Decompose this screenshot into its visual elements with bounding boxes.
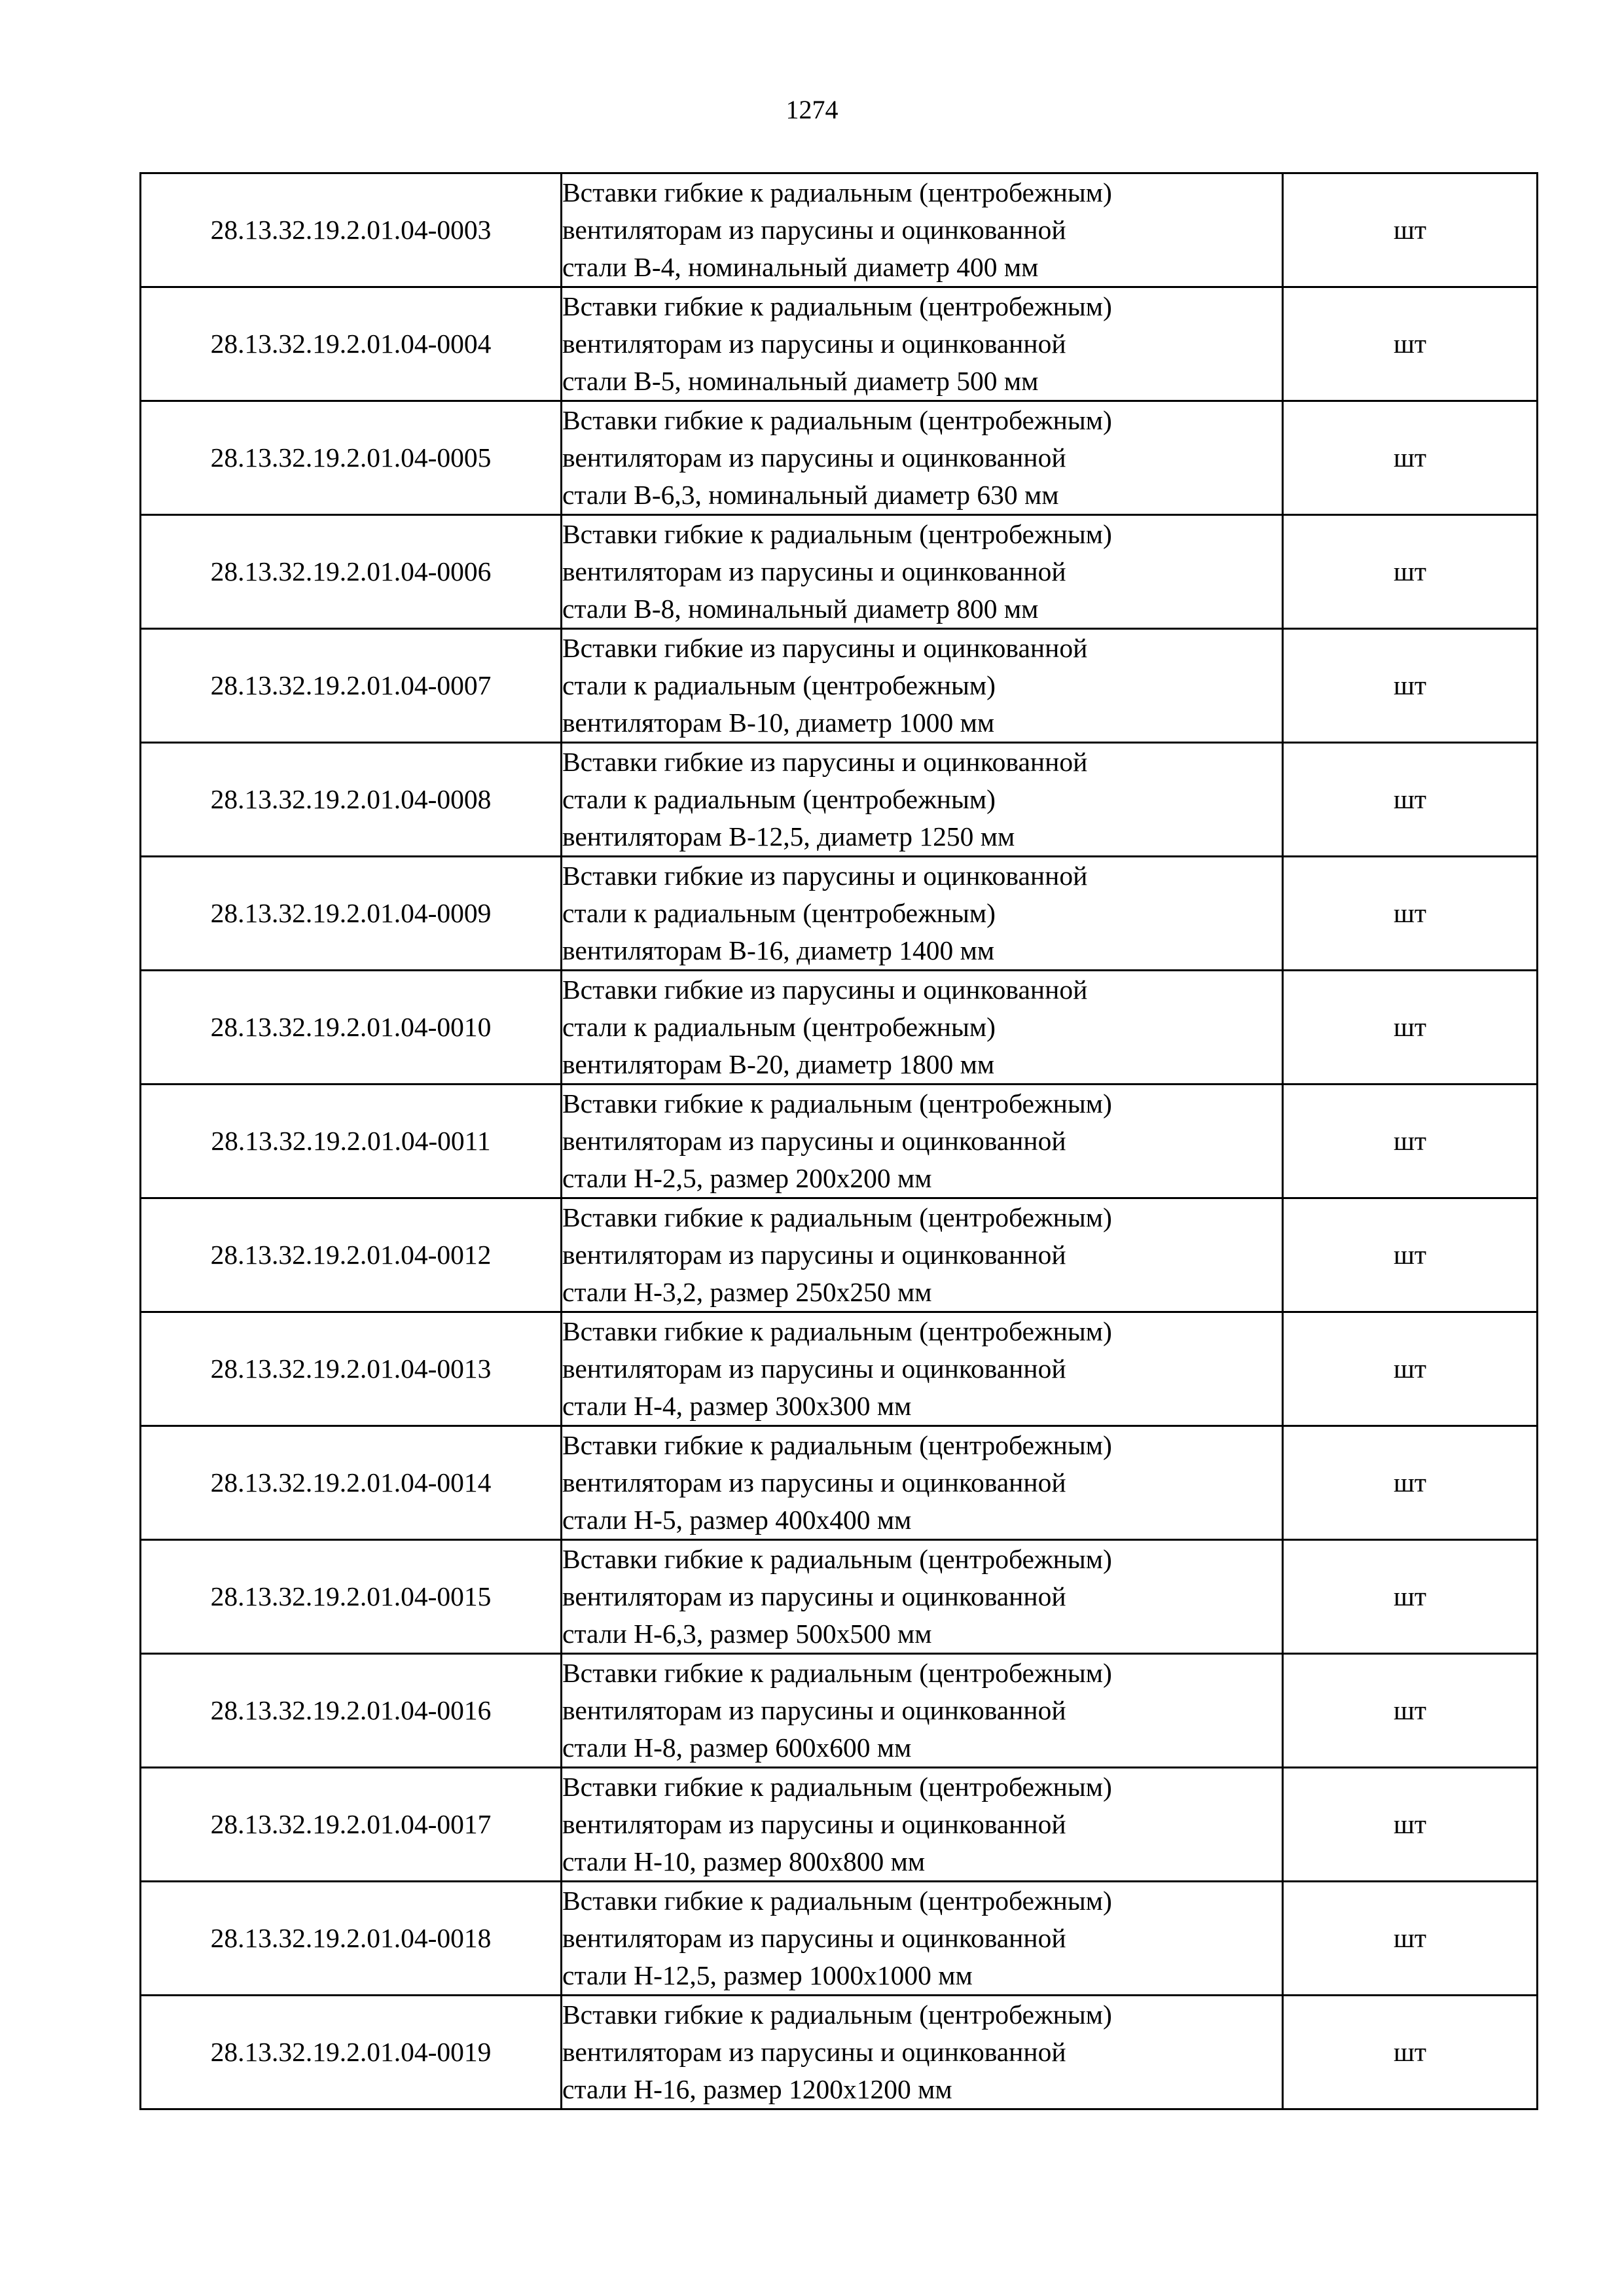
item-description-line: вентиляторам из парусины и оцинкованной [562, 1695, 1066, 1725]
item-description-line: Вставки гибкие к радиальным (центробежным) [562, 1886, 1112, 1916]
item-description-line: Вставки гибкие из парусины и оцинкованной [562, 975, 1088, 1005]
item-description [562, 1198, 1283, 1312]
item-code: 28.13.32.19.2.01.04-0005 [141, 401, 562, 515]
item-description-line: стали Н-10, размер 800х800 мм [562, 1846, 926, 1876]
item-description-line: стали к радиальным (центробежным) [562, 1012, 996, 1042]
item-unit: шт [1283, 743, 1538, 857]
item-unit: шт [1283, 1882, 1538, 1996]
item-description-line: стали В-4, номинальный диаметр 400 мм [562, 252, 1039, 282]
table-row [141, 1654, 1538, 1768]
item-description [562, 629, 1283, 743]
item-unit: шт [1283, 1654, 1538, 1768]
item-unit: шт [1283, 287, 1538, 401]
item-description-line: Вставки гибкие из парусины и оцинкованной [562, 861, 1088, 891]
item-description-line: стали Н-6,3, размер 500х500 мм [562, 1619, 932, 1649]
item-description-line: Вставки гибкие из парусины и оцинкованной [562, 747, 1088, 777]
item-description-line: Вставки гибкие к радиальным (центробежным) [562, 1088, 1112, 1119]
item-description-line: Вставки гибкие к радиальным (центробежным) [562, 177, 1112, 207]
item-description [562, 1312, 1283, 1426]
item-description-line: Вставки гибкие к радиальным (центробежным) [562, 291, 1112, 321]
item-description-line: Вставки гибкие к радиальным (центробежным) [562, 405, 1112, 435]
table-row [141, 857, 1538, 971]
item-description-line: вентиляторам из парусины и оцинкованной [562, 1126, 1066, 1156]
item-description-line: вентиляторам из парусины и оцинкованной [562, 556, 1066, 586]
item-description-line: вентиляторам из парусины и оцинкованной [562, 1581, 1066, 1611]
item-description [562, 1426, 1283, 1540]
table-row [141, 1882, 1538, 1996]
item-unit: шт [1283, 1426, 1538, 1540]
item-unit: шт [1283, 1996, 1538, 2109]
item-code: 28.13.32.19.2.01.04-0003 [141, 173, 562, 287]
item-code: 28.13.32.19.2.01.04-0018 [141, 1882, 562, 1996]
table-row [141, 1768, 1538, 1882]
item-description-line: стали к радиальным (центробежным) [562, 670, 996, 700]
item-description-line: вентиляторам из парусины и оцинкованной [562, 1240, 1066, 1270]
table-row [141, 1996, 1538, 2109]
item-description-line: Вставки гибкие к радиальным (центробежным) [562, 1316, 1112, 1346]
item-description-line: стали В-5, номинальный диаметр 500 мм [562, 366, 1039, 396]
item-description-line: стали Н-16, размер 1200х1200 мм [562, 2074, 952, 2104]
item-unit: шт [1283, 1312, 1538, 1426]
item-description-line: стали В-8, номинальный диаметр 800 мм [562, 594, 1039, 624]
item-unit: шт [1283, 1540, 1538, 1654]
item-unit: шт [1283, 1768, 1538, 1882]
item-code: 28.13.32.19.2.01.04-0011 [141, 1085, 562, 1198]
item-code: 28.13.32.19.2.01.04-0013 [141, 1312, 562, 1426]
item-description-line: стали Н-4, размер 300х300 мм [562, 1391, 912, 1421]
page-number: 1274 [785, 95, 839, 124]
item-description-line: вентиляторам из парусины и оцинкованной [562, 1923, 1066, 1953]
item-description-line: вентиляторам В-12,5, диаметр 1250 мм [562, 821, 1015, 852]
item-unit: шт [1283, 401, 1538, 515]
table-row [141, 1426, 1538, 1540]
item-description-line: Вставки гибкие к радиальным (центробежным) [562, 1430, 1112, 1460]
item-unit: шт [1283, 857, 1538, 971]
table-row [141, 629, 1538, 743]
item-code: 28.13.32.19.2.01.04-0016 [141, 1654, 562, 1768]
item-code: 28.13.32.19.2.01.04-0015 [141, 1540, 562, 1654]
item-description-line: стали Н-8, размер 600х600 мм [562, 1732, 912, 1763]
item-description [562, 1085, 1283, 1198]
table-row [141, 401, 1538, 515]
item-code: 28.13.32.19.2.01.04-0008 [141, 743, 562, 857]
item-description-line: вентиляторам из парусины и оцинкованной [562, 2037, 1066, 2067]
item-description [562, 515, 1283, 629]
table-row [141, 743, 1538, 857]
item-description [562, 173, 1283, 287]
item-description-line: стали Н-3,2, размер 250х250 мм [562, 1277, 932, 1307]
item-description [562, 1654, 1283, 1768]
table-row [141, 287, 1538, 401]
item-description [562, 743, 1283, 857]
item-description [562, 1540, 1283, 1654]
item-unit: шт [1283, 971, 1538, 1085]
item-description-line: стали Н-12,5, размер 1000х1000 мм [562, 1960, 973, 1990]
item-code: 28.13.32.19.2.01.04-0006 [141, 515, 562, 629]
item-code: 28.13.32.19.2.01.04-0019 [141, 1996, 562, 2109]
item-code: 28.13.32.19.2.01.04-0010 [141, 971, 562, 1085]
item-description [562, 857, 1283, 971]
item-unit: шт [1283, 1085, 1538, 1198]
item-description-line: вентиляторам из парусины и оцинкованной [562, 442, 1066, 473]
item-description-line: вентиляторам В-10, диаметр 1000 мм [562, 708, 995, 738]
item-description-line: стали В-6,3, номинальный диаметр 630 мм [562, 480, 1059, 510]
item-description-line: стали Н-5, размер 400х400 мм [562, 1505, 912, 1535]
item-code: 28.13.32.19.2.01.04-0017 [141, 1768, 562, 1882]
item-description [562, 971, 1283, 1085]
item-description-line: вентиляторам из парусины и оцинкованной [562, 329, 1066, 359]
item-code: 28.13.32.19.2.01.04-0014 [141, 1426, 562, 1540]
catalog-table-body [141, 173, 1538, 2109]
item-code: 28.13.32.19.2.01.04-0004 [141, 287, 562, 401]
item-description-line: Вставки гибкие к радиальным (центробежным) [562, 1202, 1112, 1232]
item-description [562, 287, 1283, 401]
item-unit: шт [1283, 173, 1538, 287]
item-unit: шт [1283, 1198, 1538, 1312]
table-row [141, 971, 1538, 1085]
item-description-line: вентиляторам В-20, диаметр 1800 мм [562, 1049, 995, 1079]
item-description-line: стали к радиальным (центробежным) [562, 898, 996, 928]
catalog-table [139, 172, 1538, 2110]
item-description-line: Вставки гибкие к радиальным (центробежным) [562, 1772, 1112, 1802]
table-row [141, 173, 1538, 287]
item-code: 28.13.32.19.2.01.04-0007 [141, 629, 562, 743]
table-row [141, 515, 1538, 629]
item-description-line: Вставки гибкие к радиальным (центробежным) [562, 1658, 1112, 1688]
item-code: 28.13.32.19.2.01.04-0012 [141, 1198, 562, 1312]
item-description [562, 1996, 1283, 2109]
item-description-line: вентиляторам из парусины и оцинкованной [562, 1809, 1066, 1839]
table-row [141, 1198, 1538, 1312]
item-description-line: вентиляторам из парусины и оцинкованной [562, 215, 1066, 245]
item-code: 28.13.32.19.2.01.04-0009 [141, 857, 562, 971]
item-description-line: стали к радиальным (центробежным) [562, 784, 996, 814]
item-description-line: Вставки гибкие к радиальным (центробежным) [562, 1544, 1112, 1574]
item-unit: шт [1283, 629, 1538, 743]
item-description-line: вентиляторам В-16, диаметр 1400 мм [562, 935, 995, 965]
table-row [141, 1540, 1538, 1654]
item-description-line: Вставки гибкие к радиальным (центробежным) [562, 2000, 1112, 2030]
item-description-line: Вставки гибкие к радиальным (центробежным) [562, 519, 1112, 549]
item-description [562, 1768, 1283, 1882]
item-unit: шт [1283, 515, 1538, 629]
item-description-line: стали Н-2,5, размер 200х200 мм [562, 1163, 932, 1193]
item-description [562, 1882, 1283, 1996]
item-description-line: вентиляторам из парусины и оцинкованной [562, 1354, 1066, 1384]
item-description-line: вентиляторам из парусины и оцинкованной [562, 1467, 1066, 1498]
item-description [562, 401, 1283, 515]
item-description-line: Вставки гибкие из парусины и оцинкованной [562, 633, 1088, 663]
table-row [141, 1085, 1538, 1198]
table-row [141, 1312, 1538, 1426]
